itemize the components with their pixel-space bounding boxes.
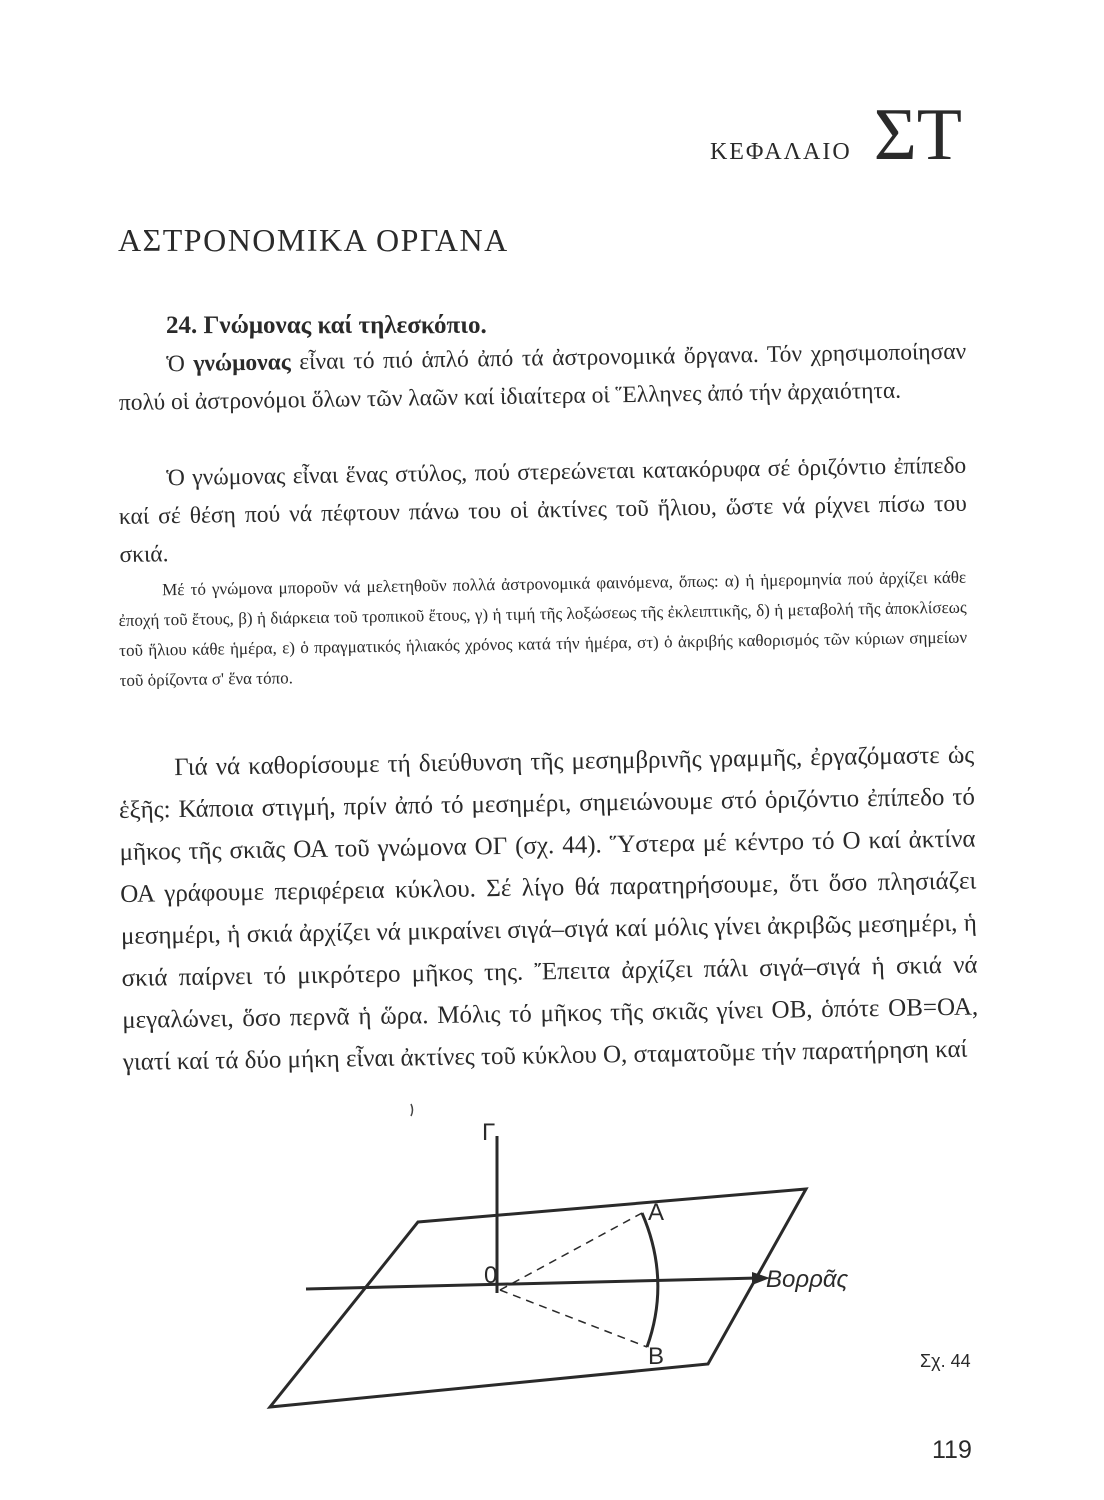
- paragraph-1-bold-term: γνώμονας: [193, 349, 291, 377]
- shadow-oa: [500, 1213, 642, 1290]
- label-o: 0: [484, 1262, 498, 1289]
- section-heading: 24. Γνώμονας καί τηλεσκόπιο.: [166, 312, 487, 339]
- chapter-title: ΑΣΤΡΟΝΟΜΙΚΑ ΟΡΓΑΝΑ: [118, 222, 509, 258]
- label-gamma: Γ: [482, 1119, 496, 1146]
- paragraph-3-text: Μέ τό γνώμονα μποροῦν νά μελετηθοῦν πολλά ἀστρονομικά φαινόμενα, ὅπως: α) ἡ ἡμερομηνία πού ἀρχίζει κάθε ἐποχή τοῦ ἔτους, β) ἡ διάρκεια τοῦ τροπικοῦ ἔτους, γ) ἡ τιμή τῆς λοξώσεως τῆς ἐκλειπτικῆς, δ) ἡ μεταβολή τῆς ἀποκλίσεως τοῦ ἥλιου κάθε ἡμέρα, ε) ὁ πραγματικός ἡλιακός χρόνος κατά τήν ἡμέρα, στ) ὁ ἀκριβής καθορισμός τῶν κύριων σημείων τοῦ ὁρίζοντα σ' ἕνα τόπο.: [118, 567, 968, 690]
- paragraph-1-start: Ὁ: [166, 350, 194, 378]
- shadow-ob: [500, 1290, 647, 1347]
- paragraph-2-text: Ὁ γνώμονας εἶναι ἕνας στύλος, πού στερεώνεται κατακόρυφα σέ ὁριζόντιο ἐπίπεδο καί σέ θέση πού νά πέφτουν πάνω του οἱ ἀκτίνες τοῦ ἥλιου, ὥστε νά ρίχνει πίσω του σκιά.: [118, 452, 967, 568]
- horizontal-plane: [270, 1189, 806, 1407]
- paragraph-1-rest: εἶναι τό πιό ἁπλό ἀπό τά ἀστρονομικά ὄργανα. Τόν χρησιμοποίησαν πολύ οἱ ἀστρονόμοι ὅλων τῶν λαῶν καί ἰδιαίτερα οἱ Ἕλληνες ἀπό τήν ἀρχαιότητα.: [118, 338, 967, 416]
- stray-mark: [411, 1104, 413, 1116]
- label-north: Βορρᾶς: [766, 1266, 849, 1293]
- chapter-word: ΚΕΦΑΛΑΙΟ: [709, 139, 852, 165]
- chapter-number: ΣΤ: [873, 94, 962, 176]
- figure-caption: Σχ. 44: [920, 1351, 971, 1371]
- paragraph-4-text: Γιά νά καθορίσουμε τή διεύθυνση τῆς μεσημβρινῆς γραμμῆς, ἐργαζόμαστε ὡς ἑξῆς: Κάποια στιγμή, πρίν ἀπό τό μεσημέρι, σημειώνουμε στό ὁριζόντιο ἐπίπεδο τό μῆκος τῆς σκιᾶς ΟΑ τοῦ γνώμονα ΟΓ (σχ. 44). Ὕστερα μέ κέντρο τό Ο καί ἀκτίνα ΟΑ γράφουμε περιφέρεια κύκλου. Σέ λίγο θά παρατηρήσουμε, ὅτι ὅσο πλησιάζει μεσημέρι, ἡ σκιά ἀρχίζει νά μικραίνει σιγά–σιγά καί μόλις γίνει ἀκριβῶς μεσημέρι, ἡ σκιά παίρνει τό μικρότερο μῆκος της. Ἔπειτα ἀρχίζει πάλι σιγά–σιγά ἡ σκιά νά μεγαλώνει, ὅσο περνᾶ ἡ ὥρα. Μόλις τό μῆκος τῆς σκιᾶς γίνει ΟΒ, ὁπότε ΟΒ=ΟΑ, γιατί καί τά δύο μήκη εἶναι ἀκτίνες τοῦ κύκλου Ο, σταματοῦμε τήν παρατήρηση καί: [118, 741, 979, 1076]
- label-a: Α: [648, 1199, 665, 1226]
- page-number: 119: [932, 1436, 972, 1464]
- label-b: Β: [648, 1343, 665, 1370]
